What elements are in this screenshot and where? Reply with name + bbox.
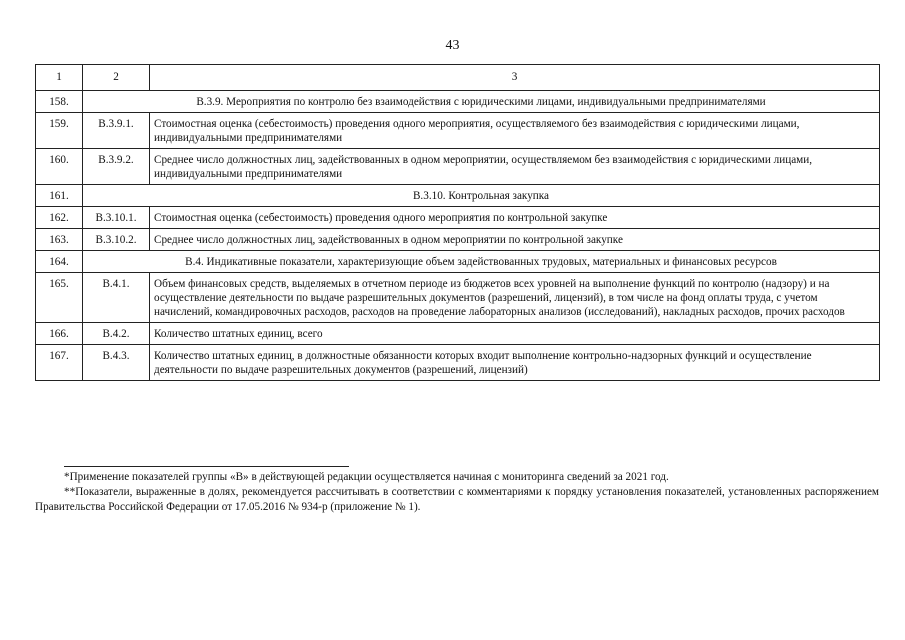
page-number: 43 <box>445 38 460 53</box>
indicator-code: В.3.9.1. <box>83 113 150 149</box>
indicator-code: В.4.3. <box>83 345 150 381</box>
table-row <box>36 229 880 251</box>
section-title: В.3.9. Мероприятия по контролю без взаимодействия с юридическими лицами, индивидуальными предпринимателями <box>83 91 880 113</box>
table-row <box>36 345 880 381</box>
row-number: 165. <box>36 273 83 323</box>
table-row <box>36 207 880 229</box>
indicators-table <box>35 64 880 381</box>
table-row <box>36 113 880 149</box>
row-number: 167. <box>36 345 83 381</box>
section-title: В.3.10. Контрольная закупка <box>83 185 880 207</box>
footnote-1: *Применение показателей группы «В» в действующей редакции осуществляется начиная с мониторинга сведений за 2021 год. <box>64 471 669 483</box>
row-number: 158. <box>36 91 83 113</box>
row-number: 161. <box>36 185 83 207</box>
table-header-row <box>36 65 880 91</box>
indicator-description: Среднее число должностных лиц, задействованных в одном мероприятии, осуществляемом без взаимодействия с юридическими лицами, индивидуальными предпринимателями <box>150 149 880 185</box>
table-row <box>36 149 880 185</box>
row-number: 164. <box>36 251 83 273</box>
indicator-description: Стоимостная оценка (себестоимость) проведения одного мероприятия по контрольной закупке <box>150 207 880 229</box>
header-cell-3: 3 <box>150 65 880 91</box>
table-row <box>36 185 880 207</box>
section-title: В.4. Индикативные показатели, характеризующие объем задействованных трудовых, материальных и финансовых ресурсов <box>83 251 880 273</box>
indicator-description: Количество штатных единиц, в должностные обязанности которых входит выполнение контрольно-надзорных функций и осуществление деятельности по выдаче разрешительных документов (разрешений, лицензий) <box>150 345 880 381</box>
header-cell-1: 1 <box>36 65 83 91</box>
indicator-code: В.3.10.1. <box>83 207 150 229</box>
indicator-description: Стоимостная оценка (себестоимость) проведения одного мероприятия, осуществляемого без взаимодействия с юридическими лицами, индивидуальными предпринимателями <box>150 113 880 149</box>
indicator-code: В.3.10.2. <box>83 229 150 251</box>
table-row <box>36 251 880 273</box>
row-number: 159. <box>36 113 83 149</box>
table-row <box>36 91 880 113</box>
indicator-description: Количество штатных единиц, всего <box>150 323 880 345</box>
footnote-2: **Показатели, выраженные в долях, рекомендуется рассчитывать в соответствии с комментариями к порядку установления показателей, установленных распоряжением Правительства Российской Федерации от 17.05.2016 № 934-р (приложение № 1). <box>35 486 879 513</box>
row-number: 162. <box>36 207 83 229</box>
row-number: 163. <box>36 229 83 251</box>
row-number: 166. <box>36 323 83 345</box>
header-cell-2: 2 <box>83 65 150 91</box>
row-number: 160. <box>36 149 83 185</box>
indicator-code: В.3.9.2. <box>83 149 150 185</box>
footnote-rule <box>64 466 349 467</box>
table-row <box>36 323 880 345</box>
table-row <box>36 273 880 323</box>
indicator-description: Объем финансовых средств, выделяемых в отчетном периоде из бюджетов всех уровней на выполнение функций по контролю (надзору) и на осуществление деятельности по выдаче разрешительных документов (разрешений, лицензий), в том числе на фонд оплаты труда, с учетом начислений, командировочных расходов, расходов на проведение лабораторных анализов (исследований), накладных расходов, прочих расходов <box>150 273 880 323</box>
footnotes <box>35 470 879 515</box>
indicator-code: В.4.1. <box>83 273 150 323</box>
indicator-code: В.4.2. <box>83 323 150 345</box>
indicator-description: Среднее число должностных лиц, задействованных в одном мероприятии по контрольной закупке <box>150 229 880 251</box>
